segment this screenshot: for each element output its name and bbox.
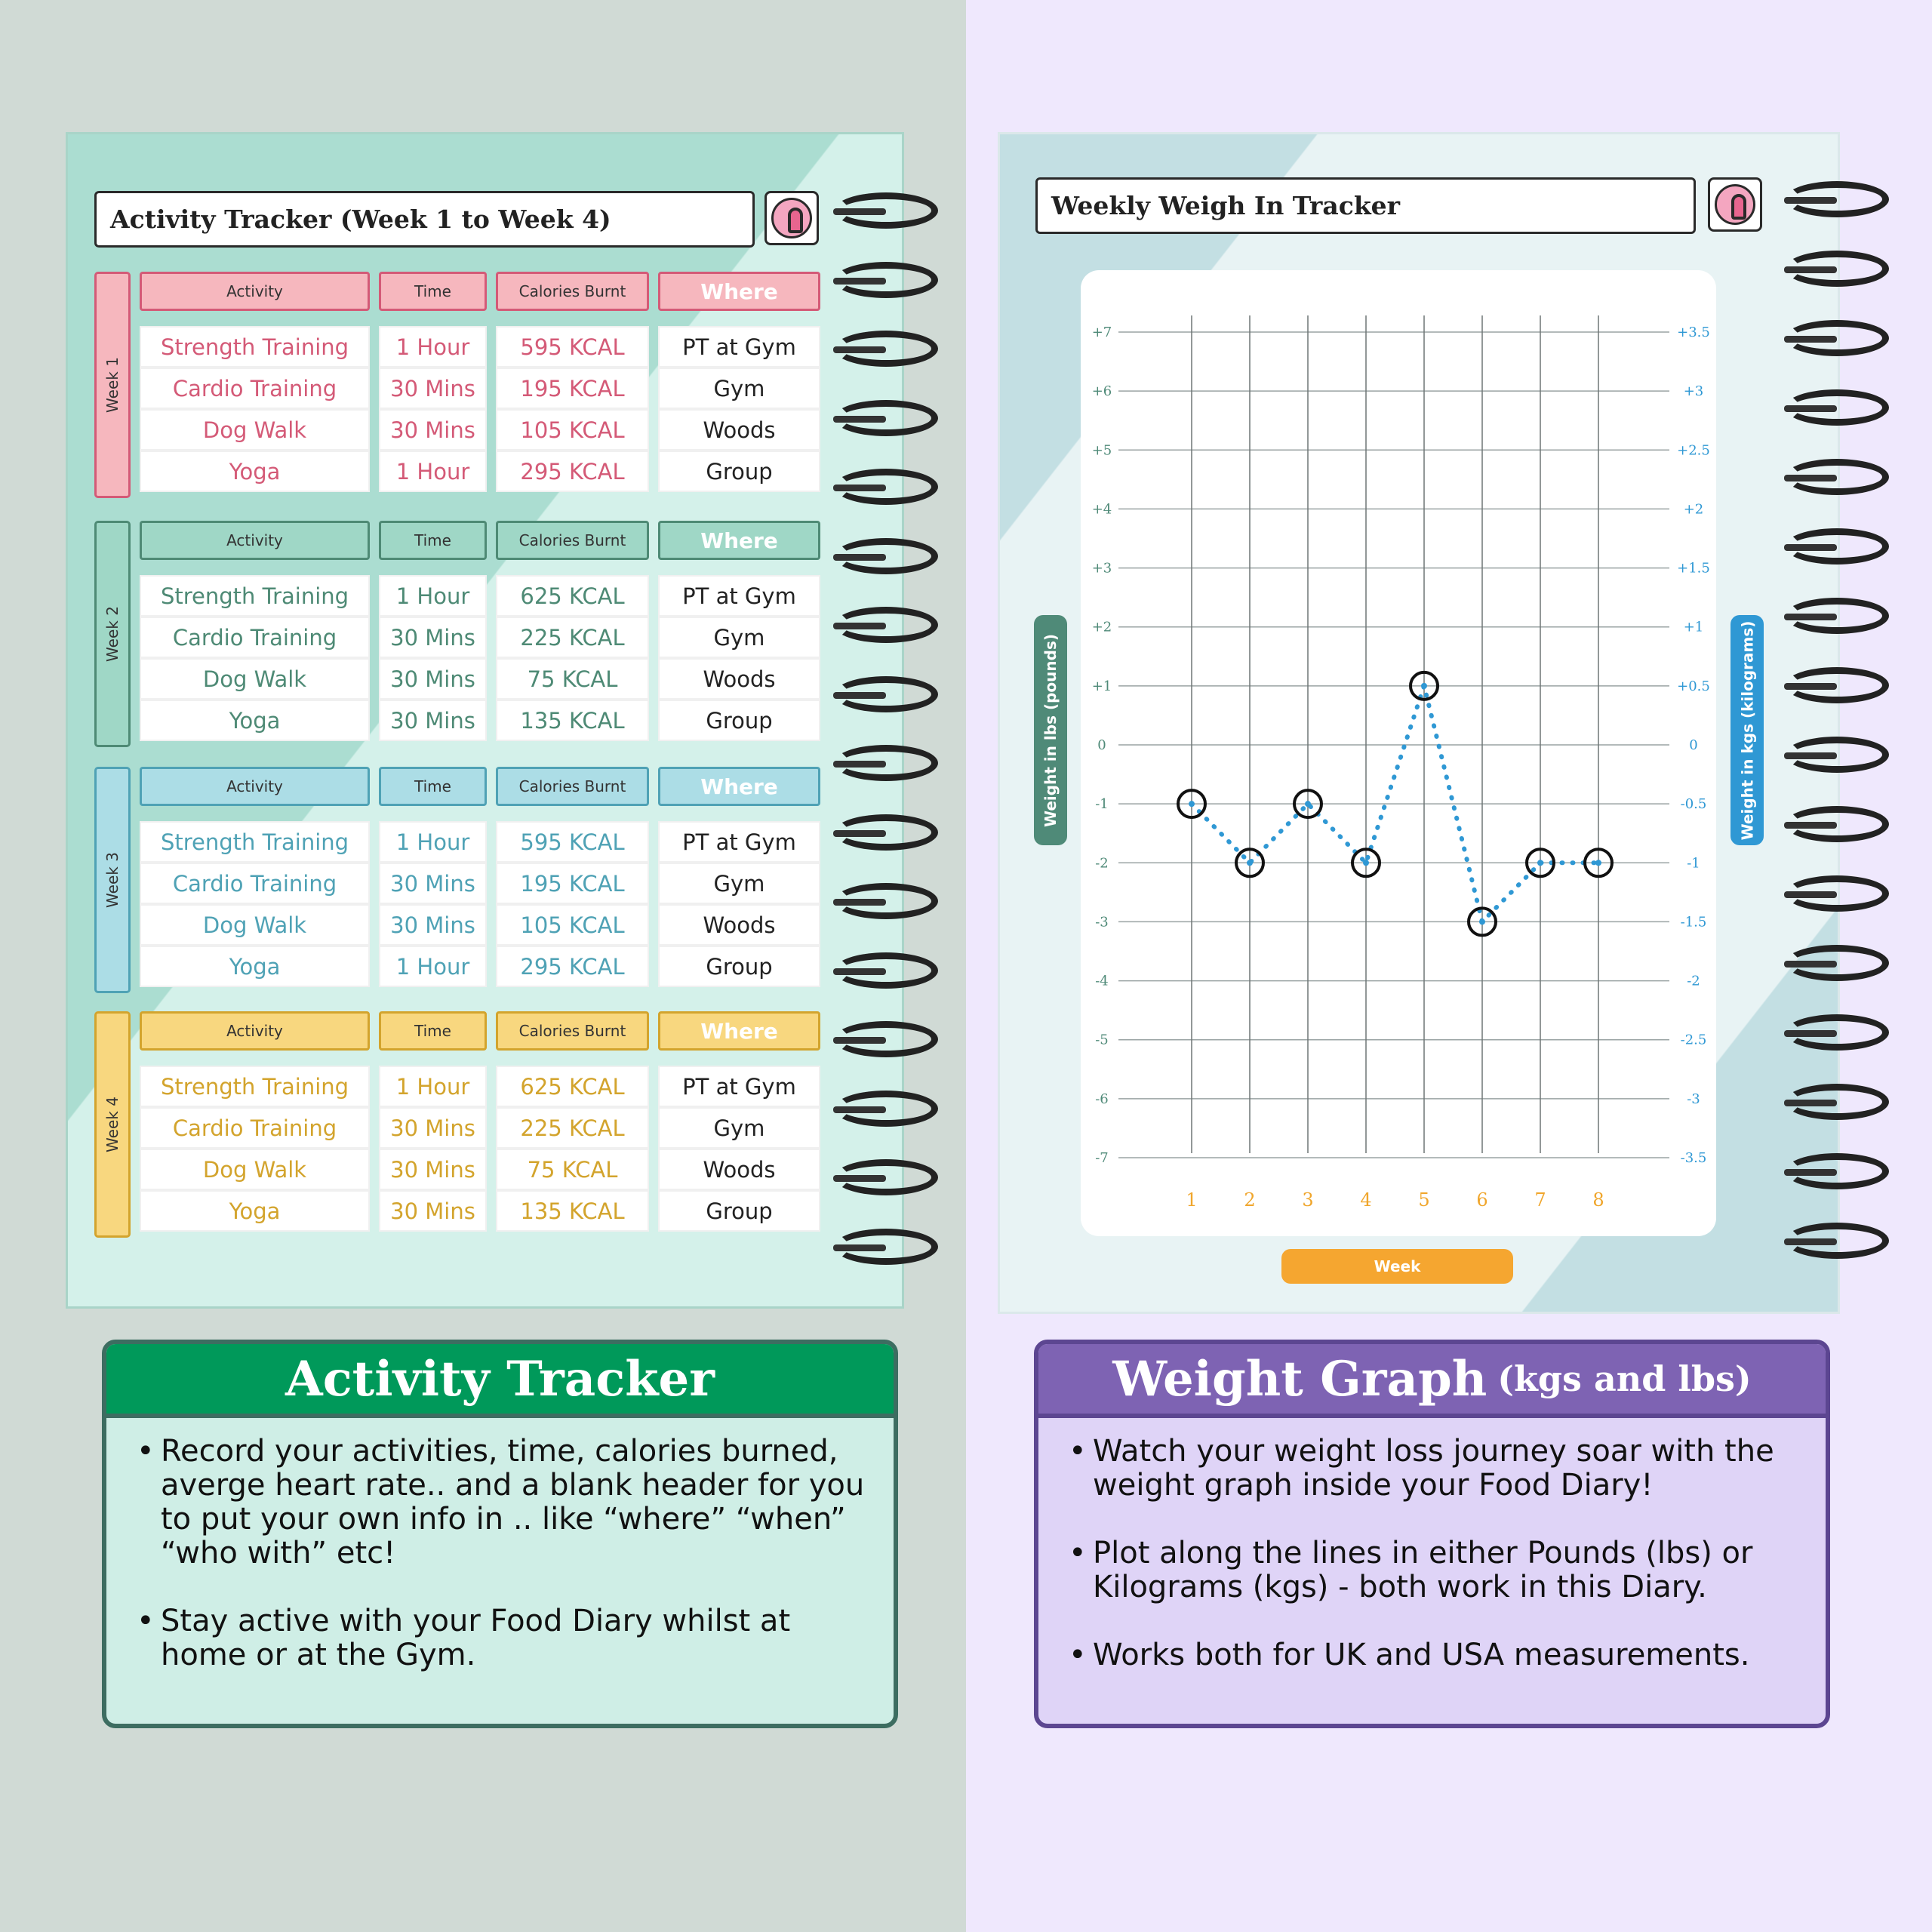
table-cell-activity[interactable]: Dog Walk (140, 658, 370, 700)
table-cell-where[interactable]: PT at Gym (658, 326, 820, 368)
table-cell-where[interactable]: Gym (658, 617, 820, 658)
column-header-where: Where (658, 272, 820, 311)
column-header-activity: Activity (140, 521, 370, 560)
column-header-time: Time (379, 767, 487, 806)
x-tick-label: 5 (1418, 1189, 1430, 1211)
table-cell-where[interactable]: PT at Gym (658, 1066, 820, 1107)
table-cell-calories[interactable]: 595 KCAL (496, 821, 649, 863)
table-cell-calories[interactable]: 75 KCAL (496, 658, 649, 700)
data-point-dot (1363, 860, 1369, 866)
week-tab (94, 272, 131, 498)
spiral-ring (1785, 459, 1889, 495)
spiral-ring (1785, 1084, 1889, 1120)
data-point-dot (1421, 683, 1427, 689)
y-tick-label-right: +2 (1683, 501, 1704, 518)
y-tick-label-right: -0.5 (1680, 796, 1707, 813)
table-cell-activity[interactable]: Strength Training (140, 326, 370, 368)
table-cell-calories[interactable]: 105 KCAL (496, 409, 649, 451)
spiral-ring (834, 1229, 938, 1265)
table-cell-time[interactable]: 30 Mins (379, 1190, 487, 1232)
y-tick-label-left: -2 (1095, 855, 1109, 872)
week-block (94, 272, 819, 498)
column-header-calories: Calories Burnt (496, 1011, 649, 1051)
table-cell-activity[interactable]: Cardio Training (140, 368, 370, 409)
data-point-dot (1537, 860, 1543, 866)
column-header-where: Where (658, 521, 820, 560)
x-tick-label: 7 (1534, 1189, 1546, 1211)
spiral-ring (1785, 667, 1889, 703)
spiral-ring (834, 814, 938, 851)
table-cell-activity[interactable]: Dog Walk (140, 409, 370, 451)
y-tick-label-right: -2 (1687, 973, 1700, 989)
x-tick-label: 4 (1360, 1189, 1372, 1211)
table-cell-time[interactable]: 1 Hour (379, 1066, 487, 1107)
y-tick-label-right: +0.5 (1677, 678, 1710, 694)
data-point-dot (1305, 801, 1311, 807)
weigh-in-title: Weekly Weigh In Tracker (1035, 177, 1696, 234)
week-block (94, 767, 819, 993)
table-cell-calories[interactable]: 225 KCAL (496, 617, 649, 658)
table-cell-time[interactable]: 30 Mins (379, 904, 487, 946)
table-cell-where[interactable]: Group (658, 451, 820, 492)
spiral-ring (1785, 875, 1889, 912)
column-header-calories: Calories Burnt (496, 272, 649, 311)
week-label: Week 1 (103, 357, 122, 413)
table-cell-time[interactable]: 1 Hour (379, 821, 487, 863)
table-cell-time[interactable]: 30 Mins (379, 863, 487, 904)
weight-info-heading: Weight Graph (kgs and lbs) (1038, 1344, 1826, 1418)
column-header-where: Where (658, 1011, 820, 1051)
week-tab (94, 521, 131, 747)
spiral-ring (834, 676, 938, 712)
x-tick-label: 6 (1476, 1189, 1488, 1211)
table-cell-activity[interactable]: Cardio Training (140, 1107, 370, 1149)
table-cell-activity[interactable]: Yoga (140, 451, 370, 492)
column-header-time: Time (379, 272, 487, 311)
spiral-ring (1785, 737, 1889, 773)
table-cell-where[interactable]: PT at Gym (658, 821, 820, 863)
list-item: • Plot along the lines in either Pounds (lbs) or Kilograms (kgs) - both work in this Diary. (1069, 1537, 1803, 1604)
table-cell-time[interactable]: 30 Mins (379, 617, 487, 658)
spiral-ring (834, 745, 938, 781)
right-axis-label: Weight in kgs (kilograms) (1730, 615, 1764, 845)
spiral-ring (1785, 528, 1889, 565)
table-cell-activity[interactable]: Cardio Training (140, 617, 370, 658)
week-label: Week 2 (103, 606, 122, 662)
y-tick-label-right: -1.5 (1680, 914, 1707, 931)
activity-info-heading: Activity Tracker (106, 1344, 894, 1418)
weight-info-list (1038, 1418, 1826, 1672)
y-tick-label-right: -3 (1687, 1091, 1700, 1107)
table-cell-where[interactable]: Group (658, 1190, 820, 1232)
week-tab (94, 767, 131, 993)
table-cell-where[interactable]: Woods (658, 1149, 820, 1190)
table-cell-where[interactable]: Group (658, 946, 820, 987)
spiral-ring (834, 469, 938, 505)
table-cell-where[interactable]: Gym (658, 368, 820, 409)
weight-info-box (1034, 1340, 1830, 1728)
spiral-ring (1785, 1223, 1889, 1259)
spiral-ring (834, 1159, 938, 1195)
table-cell-activity[interactable]: Strength Training (140, 575, 370, 617)
x-tick-label: 8 (1592, 1189, 1604, 1211)
table-cell-calories[interactable]: 135 KCAL (496, 700, 649, 741)
y-tick-label-right: -2.5 (1680, 1032, 1707, 1048)
list-item: • Stay active with your Food Diary whilst at home or at the Gym. (137, 1604, 871, 1672)
x-tick-label: 1 (1186, 1189, 1198, 1211)
column-header-time: Time (379, 1011, 487, 1051)
y-tick-label-left: +2 (1091, 619, 1112, 635)
table-cell-time[interactable]: 30 Mins (379, 368, 487, 409)
y-tick-label-right: +3 (1683, 383, 1704, 400)
y-tick-label-left: +7 (1091, 325, 1112, 340)
y-tick-label-left: +5 (1091, 442, 1112, 459)
table-cell-activity[interactable]: Yoga (140, 700, 370, 741)
spiral-ring (834, 883, 938, 919)
spiral-ring (1785, 1014, 1889, 1051)
table-cell-where[interactable]: Woods (658, 409, 820, 451)
table-cell-time[interactable]: 1 Hour (379, 946, 487, 987)
y-tick-label-right: -1 (1687, 855, 1700, 872)
table-cell-activity[interactable]: Dog Walk (140, 1149, 370, 1190)
spiral-ring (1785, 598, 1889, 634)
data-point-dot (1595, 860, 1601, 866)
spiral-ring (1785, 389, 1889, 426)
list-item: • Watch your weight loss journey soar with the weight graph inside your Food Diary! (1069, 1435, 1803, 1503)
y-tick-label-right: 0 (1689, 737, 1698, 753)
y-tick-label-left: +4 (1091, 501, 1112, 518)
spiral-ring (834, 192, 938, 229)
spiral-ring (834, 1091, 938, 1127)
y-tick-label-right: +1 (1683, 619, 1704, 635)
column-header-activity: Activity (140, 1011, 370, 1051)
spiral-ring (1785, 320, 1889, 356)
table-cell-activity[interactable]: Yoga (140, 1190, 370, 1232)
table-cell-calories[interactable]: 625 KCAL (496, 1066, 649, 1107)
spiral-ring (1785, 945, 1889, 981)
spiral-ring (834, 952, 938, 989)
flamingo-logo-icon (764, 191, 819, 245)
x-tick-label: 2 (1244, 1189, 1256, 1211)
table-cell-where[interactable]: Gym (658, 863, 820, 904)
y-tick-label-left: -7 (1095, 1150, 1109, 1166)
table-cell-time[interactable]: 30 Mins (379, 658, 487, 700)
table-cell-where[interactable]: Gym (658, 1107, 820, 1149)
table-cell-time[interactable]: 1 Hour (379, 326, 487, 368)
y-tick-label-right: +1.5 (1677, 560, 1710, 577)
spiral-ring (834, 262, 938, 298)
table-cell-activity[interactable]: Strength Training (140, 821, 370, 863)
spiral-ring (834, 331, 938, 367)
column-header-time: Time (379, 521, 487, 560)
table-cell-calories[interactable]: 225 KCAL (496, 1107, 649, 1149)
table-cell-time[interactable]: 1 Hour (379, 451, 487, 492)
table-cell-activity[interactable]: Cardio Training (140, 863, 370, 904)
table-cell-where[interactable]: PT at Gym (658, 575, 820, 617)
flamingo-logo-icon (1708, 177, 1762, 232)
spiral-ring (1785, 181, 1889, 217)
table-cell-time[interactable]: 30 Mins (379, 1107, 487, 1149)
data-point-dot (1247, 860, 1253, 866)
left-axis-label: Weight in lbs (pounds) (1034, 615, 1067, 845)
table-cell-time[interactable]: 30 Mins (379, 1149, 487, 1190)
table-cell-calories[interactable]: 295 KCAL (496, 451, 649, 492)
table-cell-time[interactable]: 30 Mins (379, 700, 487, 741)
spiral-ring (1785, 1153, 1889, 1189)
y-tick-label-left: -4 (1095, 973, 1109, 989)
table-cell-time[interactable]: 30 Mins (379, 409, 487, 451)
y-tick-label-left: -5 (1095, 1032, 1109, 1048)
column-header-calories: Calories Burnt (496, 521, 649, 560)
table-cell-calories[interactable]: 295 KCAL (496, 946, 649, 987)
activity-info-list (106, 1418, 894, 1672)
y-tick-label-left: -3 (1095, 914, 1109, 931)
table-cell-where[interactable]: Woods (658, 658, 820, 700)
x-axis-label: Week (1281, 1249, 1513, 1284)
weight-line-chart (1081, 270, 1716, 1236)
table-cell-calories[interactable]: 195 KCAL (496, 863, 649, 904)
table-cell-calories[interactable]: 625 KCAL (496, 575, 649, 617)
data-point-dot (1189, 801, 1195, 807)
column-header-activity: Activity (140, 767, 370, 806)
table-cell-calories[interactable]: 195 KCAL (496, 368, 649, 409)
y-tick-label-left: -6 (1095, 1091, 1109, 1107)
table-cell-calories[interactable]: 135 KCAL (496, 1190, 649, 1232)
y-tick-label-right: +3.5 (1677, 325, 1710, 340)
y-tick-label-right: -3.5 (1680, 1150, 1707, 1166)
y-tick-label-right: +2.5 (1677, 442, 1710, 459)
table-cell-activity[interactable]: Dog Walk (140, 904, 370, 946)
spiral-ring (834, 607, 938, 643)
table-cell-where[interactable]: Woods (658, 904, 820, 946)
table-cell-calories[interactable]: 595 KCAL (496, 326, 649, 368)
y-tick-label-left: -1 (1095, 796, 1109, 813)
week-label: Week 4 (103, 1097, 122, 1152)
list-item: • Works both for UK and USA measurements. (1069, 1638, 1803, 1672)
table-cell-activity[interactable]: Strength Training (140, 1066, 370, 1107)
spiral-ring (1785, 251, 1889, 287)
column-header-activity: Activity (140, 272, 370, 311)
y-tick-label-left: +3 (1091, 560, 1112, 577)
y-tick-label-left: +6 (1091, 383, 1112, 400)
activity-tracker-title: Activity Tracker (Week 1 to Week 4) (94, 191, 755, 248)
week-label: Week 3 (103, 852, 122, 908)
y-tick-label-left: +1 (1091, 678, 1112, 694)
table-cell-time[interactable]: 1 Hour (379, 575, 487, 617)
column-header-calories: Calories Burnt (496, 767, 649, 806)
week-block (94, 521, 819, 747)
activity-info-box (102, 1340, 898, 1728)
x-tick-label: 3 (1302, 1189, 1314, 1211)
y-tick-label-left: 0 (1097, 737, 1106, 753)
spiral-ring (834, 400, 938, 436)
list-item: • Record your activities, time, calories burned, averge heart rate.. and a blank header for you to put your own info in .. like “where” “when” “who with” etc! (137, 1435, 871, 1571)
spiral-ring (1785, 806, 1889, 842)
column-header-where: Where (658, 767, 820, 806)
weight-chart-card (1081, 270, 1716, 1236)
table-cell-where[interactable]: Group (658, 700, 820, 741)
data-point-dot (1479, 918, 1485, 924)
week-block (94, 1011, 819, 1238)
spiral-ring (834, 538, 938, 574)
table-cell-activity[interactable]: Yoga (140, 946, 370, 987)
spiral-ring (834, 1021, 938, 1057)
table-cell-calories[interactable]: 105 KCAL (496, 904, 649, 946)
week-tab (94, 1011, 131, 1238)
table-cell-calories[interactable]: 75 KCAL (496, 1149, 649, 1190)
